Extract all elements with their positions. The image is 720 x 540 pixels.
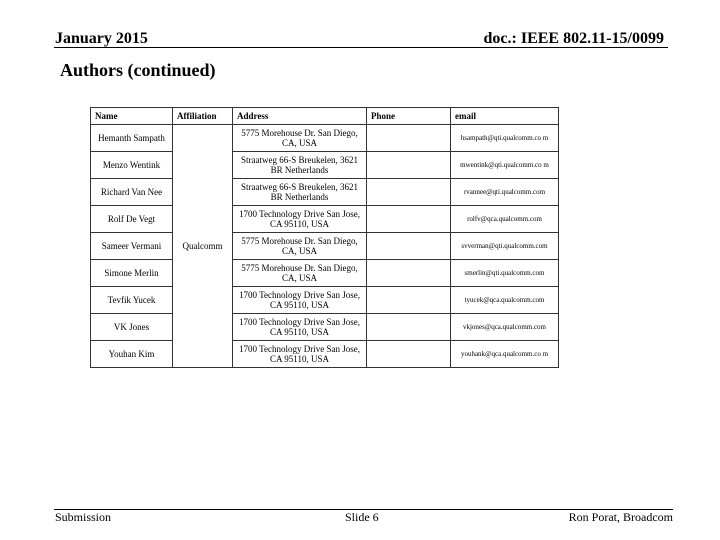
table-row [91,314,559,341]
column-header-affiliation: Affiliation [173,108,233,125]
column-header-email: email [451,108,559,125]
column-header-address: Address [233,108,367,125]
author-address: 5775 Morehouse Dr. San Diego, CA, USA [233,260,367,287]
author-name: Youhan Kim [91,341,173,368]
author-phone [367,125,451,152]
author-name: Sameer Vermani [91,233,173,260]
author-address: 1700 Technology Drive San Jose, CA 95110, USA [233,341,367,368]
affiliation-cell: Qualcomm [173,125,233,368]
author-email: smerlin@qti.qualcomm.com [451,260,559,287]
author-email: tyucek@qca.qualcomm.com [451,287,559,314]
author-email: vkjones@qca.qualcomm.com [451,314,559,341]
footer-slide-number: Slide 6 [345,510,379,524]
author-email: rolfv@qca.qualcomm.com [451,206,559,233]
author-email: svverman@qti.qualcomm.com [451,233,559,260]
column-header-name: Name [91,108,173,125]
table-row [91,341,559,368]
slide-title: Authors (continued) [60,60,216,80]
author-address: Straatweg 66-S Breukelen, 3621 BR Netherlands [233,152,367,179]
author-address: 5775 Morehouse Dr. San Diego, CA, USA [233,125,367,152]
author-name: VK Jones [91,314,173,341]
table-row [91,179,559,206]
table-row [91,125,559,152]
author-address: 5775 Morehouse Dr. San Diego, CA, USA [233,233,367,260]
author-address: 1700 Technology Drive San Jose, CA 95110, USA [233,314,367,341]
author-email: rvannee@qti.qualcomm.com [451,179,559,206]
author-address: 1700 Technology Drive San Jose, CA 95110, USA [233,287,367,314]
author-address: 1700 Technology Drive San Jose, CA 95110, USA [233,206,367,233]
table-row [91,206,559,233]
author-email: mwentink@qti.qualcomm.co m [451,152,559,179]
footer-author: Ron Porat, Broadcom [568,510,673,524]
header-doc-id: doc.: IEEE 802.11-15/0099 [483,30,664,47]
table-header-row [91,108,559,125]
author-phone [367,341,451,368]
author-phone [367,206,451,233]
authors-table [90,107,559,368]
author-name: Rolf De Vegt [91,206,173,233]
author-email: youhank@qca.qualcomm.co m [451,341,559,368]
header-divider [54,47,668,48]
author-phone [367,233,451,260]
author-email: hsampath@qti.qualcomm.co m [451,125,559,152]
author-name: Hemanth Sampath [91,125,173,152]
table-row [91,287,559,314]
author-phone [367,287,451,314]
author-name: Tevfik Yucek [91,287,173,314]
author-phone [367,314,451,341]
author-phone [367,152,451,179]
table-row [91,152,559,179]
column-header-phone: Phone [367,108,451,125]
author-name: Menzo Wentink [91,152,173,179]
table-row [91,233,559,260]
author-address: Straatweg 66-S Breukelen, 3621 BR Netherlands [233,179,367,206]
author-name: Richard Van Nee [91,179,173,206]
author-phone [367,179,451,206]
author-name: Simone Merlin [91,260,173,287]
author-phone [367,260,451,287]
footer-submission: Submission [55,510,112,524]
table-row [91,260,559,287]
header-date: January 2015 [55,30,148,47]
